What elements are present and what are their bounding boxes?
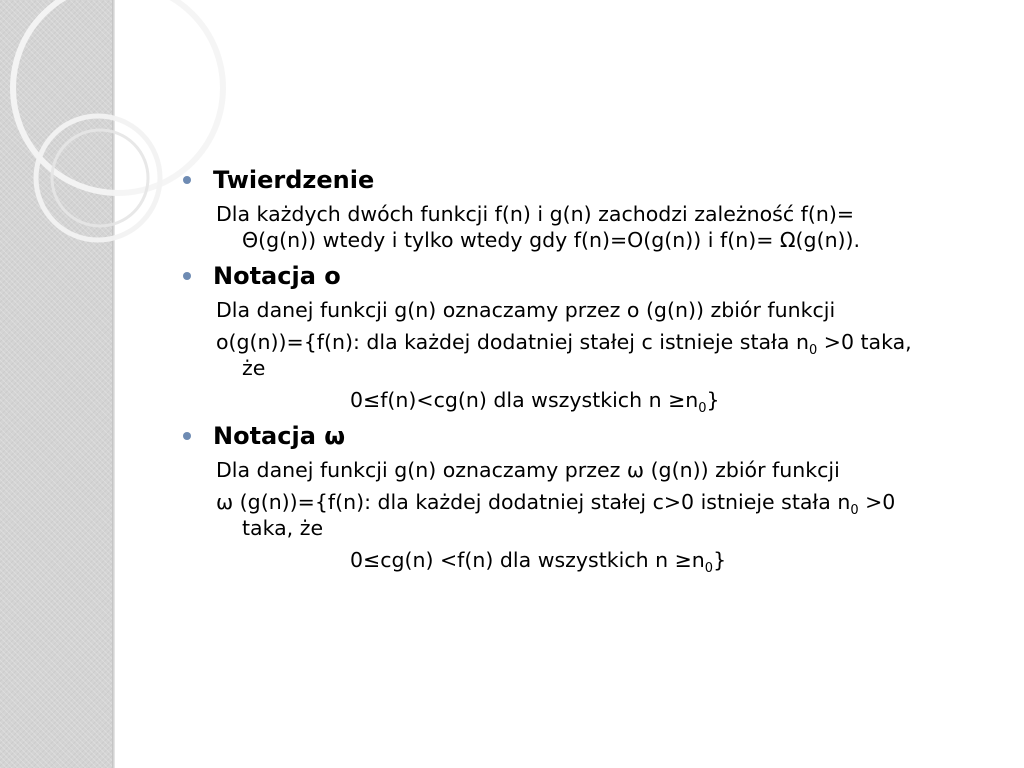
subscript: 0 xyxy=(698,401,707,417)
set-text-continuation: że xyxy=(242,356,266,380)
bullet-heading-twierdzenie xyxy=(182,163,982,197)
definition-line xyxy=(182,457,982,483)
set-text-b: >0 taka, xyxy=(817,330,912,354)
definition-text: Dla danej funkcji g(n) oznaczamy przez o (g(n)) zbiór funkcji xyxy=(216,298,836,322)
bullet-heading-notacja-o xyxy=(182,259,982,293)
definition-text: Dla danej funkcji g(n) oznaczamy przez ω (g(n)) zbiór funkcji xyxy=(216,458,840,482)
theorem-line-1: Dla każdych dwóch funkcji f(n) i g(n) zachodzi zależność f(n)= xyxy=(216,202,855,226)
set-text-a: ω (g(n))={f(n): dla każdej dodatniej stałej c>0 istnieje stała n xyxy=(216,490,851,514)
formula-text-a: 0≤f(n)<cg(n) dla wszystkich n ≥n xyxy=(350,388,699,412)
set-text-continuation: taka, że xyxy=(242,516,324,540)
bullet-dot-icon xyxy=(183,432,191,440)
formula-text-b: } xyxy=(713,548,727,572)
slide-content xyxy=(182,163,982,579)
theorem-paragraph xyxy=(182,201,982,253)
bullet-dot-icon xyxy=(183,272,191,280)
bullet-heading-notacja-omega xyxy=(182,419,982,453)
formula-line xyxy=(182,547,982,577)
subscript: 0 xyxy=(850,503,859,519)
set-text-a: o(g(n))={f(n): dla każdej dodatniej stałej c istnieje stała n xyxy=(216,330,809,354)
set-definition xyxy=(182,489,982,541)
formula-text-b: } xyxy=(706,388,720,412)
bullet-dot-icon xyxy=(183,176,191,184)
decor-circle-medium xyxy=(36,116,160,240)
heading-text: Twierdzenie xyxy=(213,166,375,194)
formula-line xyxy=(182,387,982,417)
definition-line xyxy=(182,297,982,323)
subscript: 0 xyxy=(808,343,818,359)
theorem-line-2: Θ(g(n)) wtedy i tylko wtedy gdy f(n)=O(g(n)) i f(n)= Ω(g(n)). xyxy=(242,228,861,252)
set-definition xyxy=(182,329,982,381)
set-text-b: >0 xyxy=(858,490,896,514)
subscript: 0 xyxy=(704,561,714,577)
formula-text-a: 0≤cg(n) <f(n) dla wszystkich n ≥n xyxy=(350,548,705,572)
heading-text: Notacja o xyxy=(213,262,341,290)
heading-text: Notacja ω xyxy=(213,422,346,450)
